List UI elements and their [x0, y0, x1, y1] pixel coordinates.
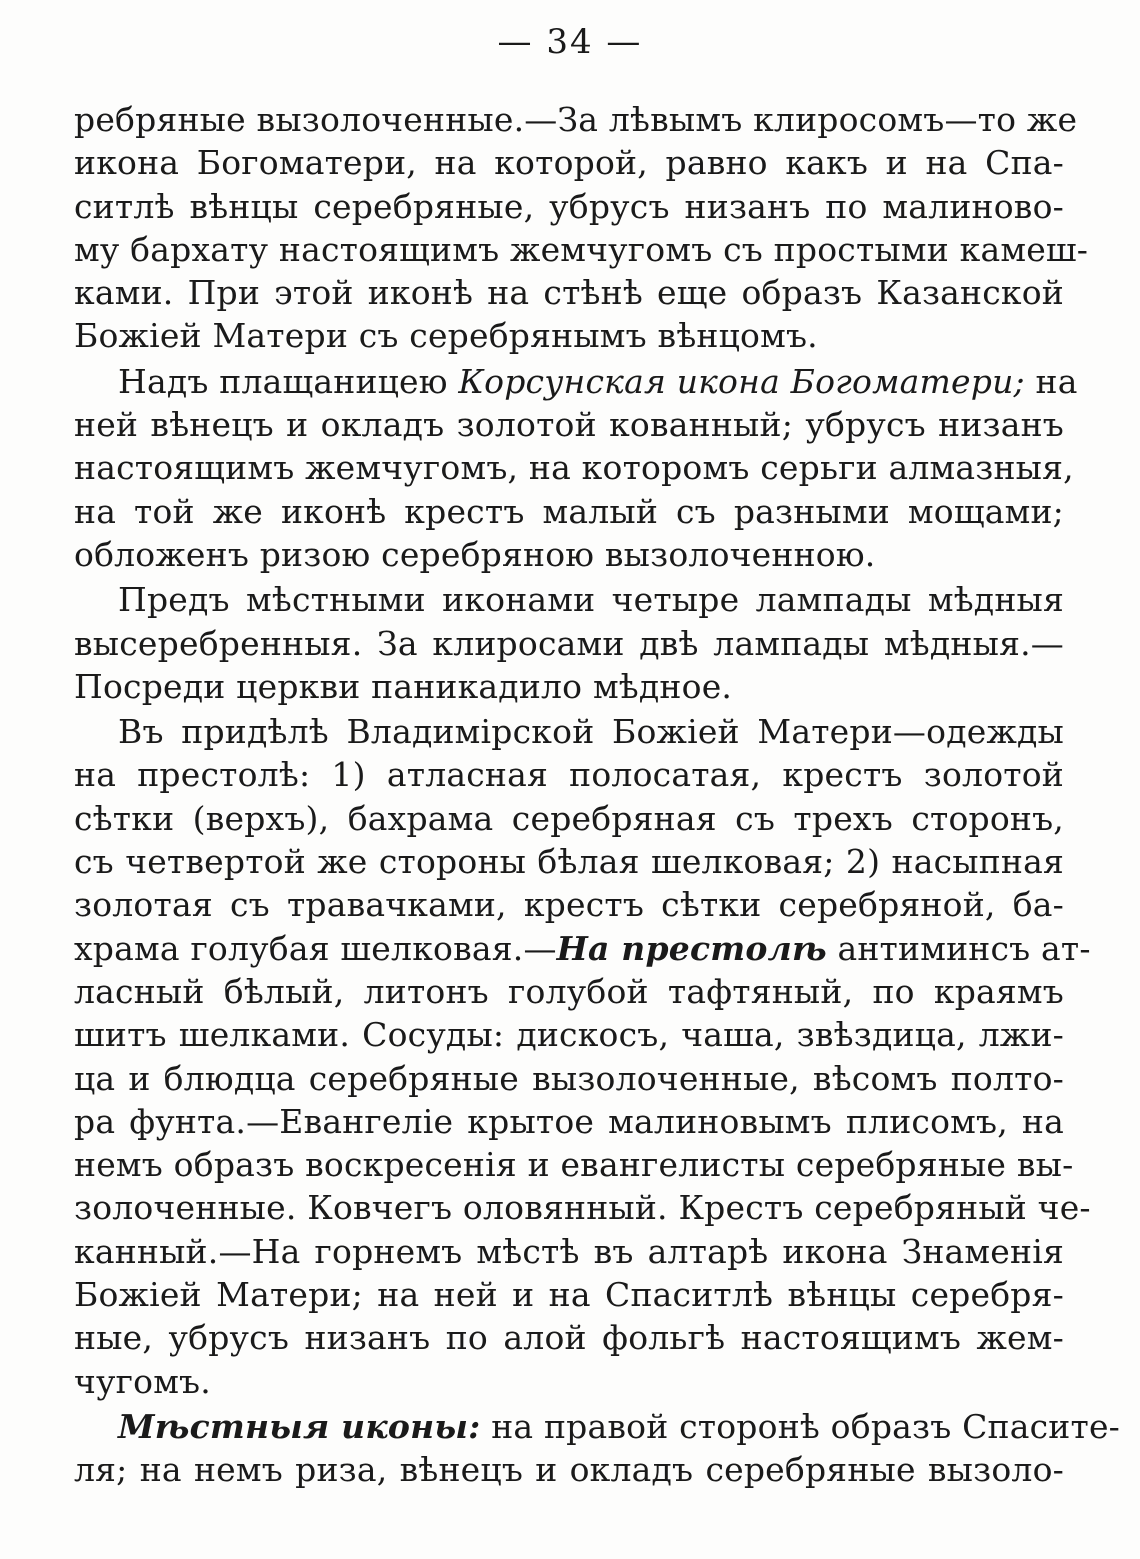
text-run: на — [1024, 361, 1078, 401]
text-line: ные, убрусъ низанъ по алой фольгѣ настоящимъ жем- — [74, 1318, 1064, 1358]
text-line: ца и блюдца серебряные вызолоченные, вѣсомъ полто- — [74, 1058, 1064, 1098]
text-line: Предъ мѣстными иконами четыре лампады мѣдныя — [118, 580, 1064, 620]
text-line: Посреди церкви паникадило мѣдное. — [74, 666, 733, 706]
text-line: Въ придѣлѣ Владимірской Божіей Матери—одежды — [118, 712, 1064, 752]
text-line: золотая съ травачками, крестъ сѣтки серебряной, ба- — [74, 885, 1064, 925]
text-line — [74, 927, 1091, 970]
text-line — [74, 1405, 1121, 1448]
text-line: ласный бѣлый, литонъ голубой тафтяный, по краямъ — [74, 971, 1064, 1011]
text-line: му бархату настоящимъ жемчугомъ съ простыми камеш- — [74, 229, 1089, 269]
text-line: ребряные вызолоченные.—За лѣвымъ клиросомъ—то же — [74, 100, 1078, 139]
text-line: икона Богоматери, на которой, равно какъ и на Спа- — [74, 143, 1064, 183]
text-line: Божіей Матери съ серебрянымъ вѣнцомъ. — [74, 316, 818, 356]
text-run: антиминсъ ат- — [826, 928, 1091, 968]
text-line: ситлѣ вѣнцы серебряные, убрусъ низанъ по малиново- — [74, 186, 1064, 226]
text-line: ней вѣнецъ и окладъ золотой кованный; убрусъ низанъ — [74, 405, 1064, 445]
text-line: канный.—На горнемъ мѣстѣ въ алтарѣ икона Знаменія — [74, 1231, 1064, 1271]
text-line: обложенъ ризою серебряною вызолоченною. — [74, 534, 876, 574]
text-line: высеребренныя. За клиросами двѣ лампады мѣдныя.— — [74, 623, 1064, 663]
text-line: на престолѣ: 1) атласная полосатая, крестъ золотой — [74, 755, 1064, 795]
text-line: Божіей Матери; на ней и на Спаситлѣ вѣнцы серебря- — [74, 1275, 1064, 1315]
text-line: ля; на немъ риза, вѣнецъ и окладъ серебряные вызоло- — [74, 1450, 1064, 1490]
text-line — [74, 360, 1078, 403]
text-line: ра фунта.—Евангеліе крытое малиновымъ плисомъ, на — [74, 1101, 1064, 1141]
text-line: ками. При этой иконѣ на стѣнѣ еще образъ Казанской — [74, 273, 1064, 313]
text-line: шитъ шелками. Сосуды: дискосъ, чаша, звѣздица, лжи- — [74, 1015, 1064, 1055]
text-run: храма голубая шелковая.— — [74, 928, 557, 968]
body-text — [74, 98, 1121, 1492]
italic-run: Корсунская икона Богоматери; — [458, 361, 1025, 401]
text-line: настоящимъ жемчугомъ, на которомъ серьги алмазныя, — [74, 448, 1074, 488]
text-run: на правой сторонѣ образъ Спасите- — [480, 1406, 1121, 1446]
text-line: съ четвертой же стороны бѣлая шелковая; 2) насыпная — [74, 842, 1064, 882]
text-run: Надъ плащаницею — [118, 361, 459, 401]
text-line: чугомъ. — [74, 1361, 211, 1401]
page-number: — 34 — — [497, 22, 643, 62]
text-line: на той же иконѣ крестъ малый съ разными мощами; — [74, 491, 1064, 531]
text-line: немъ образъ воскресенія и евангелисты серебряные вы- — [74, 1145, 1074, 1185]
text-line: золоченные. Ковчегъ оловянный. Крестъ серебряный че- — [74, 1188, 1091, 1228]
italic-run: Мѣстныя иконы: — [118, 1406, 481, 1446]
text-line: сѣтки (верхъ), бахрама серебряная съ трехъ сторонъ, — [74, 798, 1064, 838]
italic-run: На престолѣ — [556, 928, 827, 968]
